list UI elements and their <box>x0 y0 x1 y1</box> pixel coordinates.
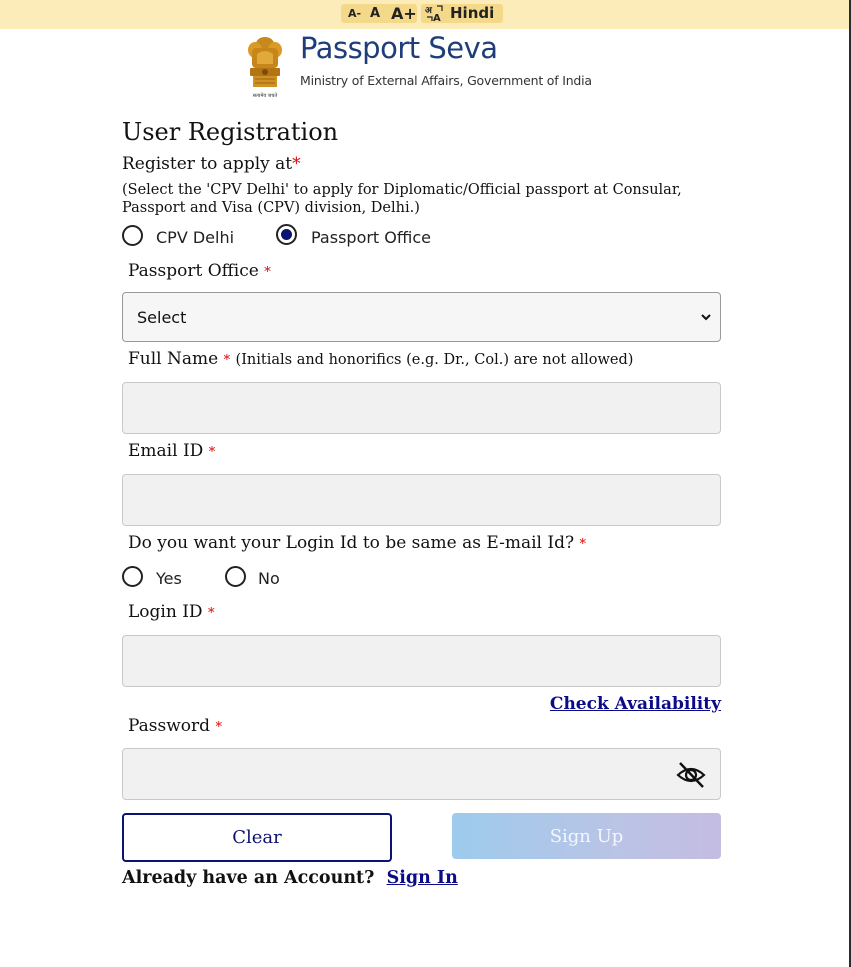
login-same-yes-label[interactable]: Yes <box>156 569 182 588</box>
clear-button[interactable]: Clear <box>122 813 392 862</box>
login-same-no-radio[interactable] <box>225 566 246 587</box>
font-increase-button[interactable]: A+ <box>391 4 417 23</box>
svg-text:सत्यमेव जयते: सत्यमेव जयते <box>252 93 278 99</box>
sign-in-link[interactable]: Sign In <box>386 868 458 888</box>
passport-office-option-label[interactable]: Passport Office <box>311 228 431 247</box>
login-id-label: Login ID * <box>128 602 215 622</box>
accessibility-bar <box>0 0 849 29</box>
passport-office-radio[interactable] <box>276 224 297 245</box>
required-marker: * <box>292 154 301 174</box>
sign-up-button[interactable]: Sign Up <box>452 813 721 859</box>
full-name-input[interactable] <box>122 382 721 434</box>
register-at-label: Register to apply at* <box>122 154 301 174</box>
brand-title: Passport Seva <box>300 31 498 65</box>
email-label: Email ID * <box>128 441 216 461</box>
font-normal-button[interactable]: A <box>370 6 381 21</box>
full-name-label: Full Name * (Initials and honorifics (e.g. Dr., Col.) are not allowed) <box>128 349 634 369</box>
login-same-no-label[interactable]: No <box>258 569 280 588</box>
cpv-delhi-radio[interactable] <box>122 225 143 246</box>
font-size-controls <box>341 4 417 23</box>
cpv-delhi-label[interactable]: CPV Delhi <box>156 228 235 247</box>
svg-text:अ: अ <box>425 6 432 16</box>
password-label: Password * <box>128 716 222 736</box>
check-availability-link[interactable]: Check Availability <box>549 694 721 714</box>
login-id-input[interactable] <box>122 635 721 687</box>
brand-subtitle: Ministry of External Affairs, Government of India <box>300 73 592 88</box>
passport-office-select[interactable] <box>122 292 721 342</box>
font-decrease-button[interactable]: A- <box>348 7 362 20</box>
language-toggle-button[interactable] <box>421 4 503 23</box>
svg-text:A: A <box>433 13 441 23</box>
email-input[interactable] <box>122 474 721 526</box>
login-same-yes-radio[interactable] <box>122 566 143 587</box>
sign-in-prompt: Already have an Account? Sign In <box>122 868 458 888</box>
site-header <box>237 30 609 102</box>
full-name-hint: (Initials and honorifics (e.g. Dr., Col.) are not allowed) <box>235 352 634 368</box>
select-value: Select <box>137 308 187 327</box>
password-input[interactable] <box>122 748 721 800</box>
login-same-email-label: Do you want your Login Id to be same as E-mail Id? * <box>128 533 586 553</box>
page-title: User Registration <box>122 118 339 146</box>
national-emblem-icon <box>243 34 287 100</box>
register-at-note: (Select the 'CPV Delhi' to apply for Diplomatic/Official passport at Consular, Passport and Visa (CPV) division, Delhi.) <box>122 182 682 216</box>
language-label: Hindi <box>450 4 495 22</box>
eye-slash-icon[interactable] <box>675 759 707 791</box>
passport-office-label: Passport Office * <box>128 261 271 281</box>
translate-icon <box>424 4 444 23</box>
chevron-down-icon <box>700 311 712 323</box>
